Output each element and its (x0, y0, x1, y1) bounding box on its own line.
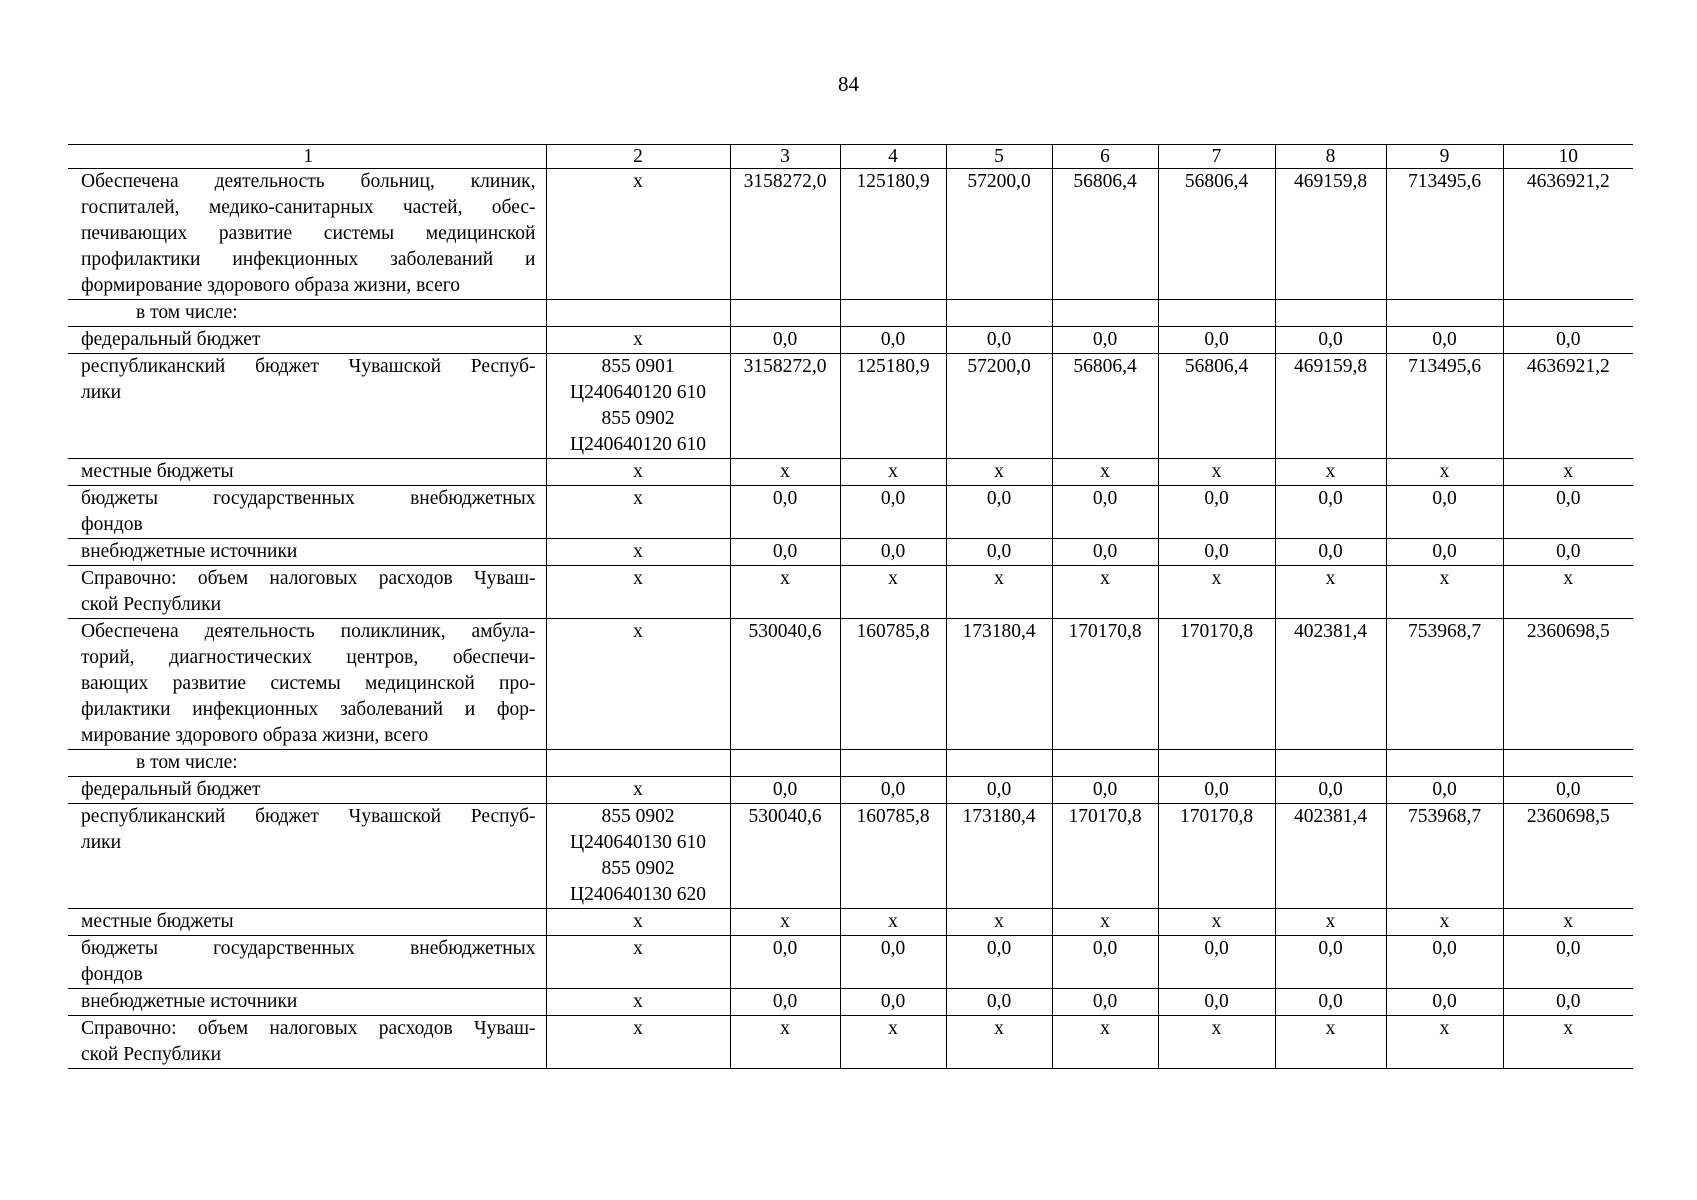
value-cell: 0,0 (840, 327, 946, 354)
row-label-line: федеральный бюджет (81, 329, 261, 350)
row-label-cell (68, 354, 546, 459)
row-label-line: бюджеты государственных внебюджетных (81, 488, 536, 509)
table-body (68, 145, 1633, 1069)
row-label-line: Обеспечена деятельность поликлиник, амбула- (81, 621, 536, 642)
row-label-line: внебюджетные источники (81, 991, 298, 1012)
value-cell: х (840, 909, 946, 936)
row-label-cell (68, 936, 546, 989)
column-number-cell: 1 (68, 145, 546, 169)
row-label-line: Справочно: объем налоговых расходов Чуваш- (81, 1018, 536, 1039)
value-cell: 0,0 (1158, 539, 1275, 566)
row-label-line: Обеспечена деятельность больниц, клиник, (81, 171, 536, 192)
value-cell: 0,0 (1158, 486, 1275, 539)
value-cell: 57200,0 (946, 354, 1052, 459)
budget-code-line: х (633, 488, 643, 509)
row-label-line: местные бюджеты (81, 911, 234, 932)
table-row (68, 750, 1633, 777)
value-cell: 160785,8 (840, 619, 946, 750)
row-label-cell (68, 539, 546, 566)
value-cell: х (840, 1016, 946, 1069)
value-cell: 0,0 (1158, 989, 1275, 1016)
value-cell: х (1386, 1016, 1503, 1069)
row-label-line: фондов (81, 514, 143, 535)
budget-code-line: х (633, 461, 643, 482)
table-row (68, 327, 1633, 354)
value-cell: 0,0 (1503, 777, 1633, 804)
row-label-line: республиканский бюджет Чувашской Респуб- (81, 806, 536, 827)
value-cell: 0,0 (1386, 777, 1503, 804)
table-row (68, 566, 1633, 619)
value-cell: 0,0 (1052, 539, 1158, 566)
value-cell (1158, 750, 1275, 777)
value-cell: 0,0 (1503, 539, 1633, 566)
row-label-cell (68, 619, 546, 750)
row-label-line: Справочно: объем налоговых расходов Чуваш- (81, 568, 536, 589)
value-cell: 530040,6 (730, 619, 840, 750)
value-cell: х (1158, 566, 1275, 619)
value-cell (1275, 300, 1386, 327)
budget-code-line: х (633, 171, 643, 192)
row-label-cell (68, 327, 546, 354)
value-cell: х (1052, 1016, 1158, 1069)
column-number-cell: 7 (1158, 145, 1275, 169)
budget-code-line: 855 0902 (601, 858, 675, 879)
value-cell: 0,0 (1503, 327, 1633, 354)
column-number-cell: 4 (840, 145, 946, 169)
value-cell: х (1158, 1016, 1275, 1069)
row-label-line: профилактики инфекционных заболеваний и (81, 249, 536, 270)
value-cell: 0,0 (1158, 777, 1275, 804)
row-label-cell (68, 909, 546, 936)
value-cell: х (1503, 459, 1633, 486)
value-cell: 753968,7 (1386, 619, 1503, 750)
value-cell: 0,0 (730, 327, 840, 354)
budget-code-cell (546, 804, 730, 909)
budget-code-cell (546, 777, 730, 804)
budget-code-line: Ц240640130 610 (570, 832, 706, 853)
value-cell: 56806,4 (1052, 354, 1158, 459)
value-cell: 0,0 (840, 486, 946, 539)
value-cell: 2360698,5 (1503, 804, 1633, 909)
value-cell: 0,0 (1386, 989, 1503, 1016)
row-label-cell (68, 300, 546, 327)
column-number-cell: 8 (1275, 145, 1386, 169)
budget-code-cell (546, 619, 730, 750)
value-cell: 56806,4 (1052, 169, 1158, 300)
value-cell: 0,0 (1052, 989, 1158, 1016)
value-cell: х (1052, 909, 1158, 936)
budget-code-line: х (633, 779, 643, 800)
row-label-cell (68, 169, 546, 300)
value-cell (1052, 300, 1158, 327)
value-cell: х (1386, 909, 1503, 936)
value-cell: 0,0 (946, 539, 1052, 566)
value-cell: 0,0 (840, 936, 946, 989)
value-cell: 0,0 (840, 539, 946, 566)
budget-code-cell (546, 936, 730, 989)
budget-code-line: 855 0902 (601, 408, 675, 429)
value-cell: 0,0 (1503, 936, 1633, 989)
budget-code-line: 855 0902 (601, 806, 675, 827)
budget-code-line: х (633, 911, 643, 932)
row-label-line: федеральный бюджет (81, 779, 261, 800)
value-cell: х (1386, 459, 1503, 486)
column-number-row (68, 145, 1633, 169)
value-cell: 530040,6 (730, 804, 840, 909)
value-cell: 160785,8 (840, 804, 946, 909)
value-cell: 0,0 (1503, 989, 1633, 1016)
column-number-cell: 9 (1386, 145, 1503, 169)
budget-code-cell (546, 989, 730, 1016)
value-cell: х (1275, 909, 1386, 936)
value-cell: 4636921,2 (1503, 169, 1633, 300)
value-cell: х (1275, 459, 1386, 486)
value-cell: 713495,6 (1386, 169, 1503, 300)
row-label-line: торий, диагностических центров, обеспечи- (81, 647, 536, 668)
value-cell: 2360698,5 (1503, 619, 1633, 750)
value-cell: 0,0 (730, 936, 840, 989)
value-cell: 170170,8 (1158, 804, 1275, 909)
row-label-cell (68, 777, 546, 804)
value-cell: х (946, 459, 1052, 486)
row-label-cell (68, 1016, 546, 1069)
budget-code-cell (546, 750, 730, 777)
value-cell: 3158272,0 (730, 169, 840, 300)
row-label-line: лики (81, 382, 122, 403)
value-cell: 0,0 (946, 327, 1052, 354)
budget-code-line: х (633, 1018, 643, 1039)
budget-code-line: х (633, 329, 643, 350)
budget-code-cell (546, 169, 730, 300)
value-cell: х (840, 459, 946, 486)
row-label-line: в том числе: (136, 752, 238, 773)
page-number: 84 (838, 72, 859, 96)
budget-code-line: х (633, 568, 643, 589)
value-cell: 125180,9 (840, 169, 946, 300)
value-cell: х (730, 459, 840, 486)
budget-code-cell (546, 354, 730, 459)
value-cell: 0,0 (1052, 327, 1158, 354)
row-label-line: госпиталей, медико-санитарных частей, обес- (81, 197, 536, 218)
value-cell: 3158272,0 (730, 354, 840, 459)
row-label-line: республиканский бюджет Чувашской Респуб- (81, 356, 536, 377)
budget-code-line: х (633, 991, 643, 1012)
budget-code-line: 855 0901 (601, 356, 675, 377)
row-label-line: формирование здорового образа жизни, всего (81, 275, 461, 296)
value-cell: х (1503, 909, 1633, 936)
value-cell: х (840, 566, 946, 619)
value-cell: х (1275, 566, 1386, 619)
value-cell: 56806,4 (1158, 354, 1275, 459)
row-label-line: фондов (81, 964, 143, 985)
value-cell (1386, 750, 1503, 777)
value-cell: х (1158, 909, 1275, 936)
value-cell: 0,0 (1158, 936, 1275, 989)
table-row (68, 619, 1633, 750)
value-cell: 0,0 (1158, 327, 1275, 354)
value-cell (1503, 750, 1633, 777)
row-label-cell (68, 989, 546, 1016)
value-cell: 0,0 (1503, 486, 1633, 539)
value-cell (840, 300, 946, 327)
value-cell (1052, 750, 1158, 777)
table-row (68, 539, 1633, 566)
value-cell: 56806,4 (1158, 169, 1275, 300)
value-cell (730, 300, 840, 327)
value-cell: 753968,7 (1386, 804, 1503, 909)
budget-code-cell (546, 327, 730, 354)
value-cell: х (1503, 566, 1633, 619)
value-cell: х (1158, 459, 1275, 486)
value-cell (946, 300, 1052, 327)
value-cell: 0,0 (840, 989, 946, 1016)
value-cell: 402381,4 (1275, 619, 1386, 750)
value-cell: 125180,9 (840, 354, 946, 459)
value-cell (1386, 300, 1503, 327)
budget-code-cell (546, 459, 730, 486)
table-row (68, 300, 1633, 327)
value-cell: 173180,4 (946, 804, 1052, 909)
value-cell: 0,0 (1275, 936, 1386, 989)
value-cell: 0,0 (1275, 327, 1386, 354)
budget-code-cell (546, 486, 730, 539)
row-label-cell (68, 750, 546, 777)
column-number-cell: 2 (546, 145, 730, 169)
table-row (68, 989, 1633, 1016)
value-cell (1503, 300, 1633, 327)
value-cell: х (1052, 566, 1158, 619)
row-label-line: внебюджетные источники (81, 541, 298, 562)
row-label-cell (68, 459, 546, 486)
budget-code-cell (546, 539, 730, 566)
value-cell: 0,0 (1386, 539, 1503, 566)
value-cell: х (730, 566, 840, 619)
value-cell: х (946, 566, 1052, 619)
value-cell: 402381,4 (1275, 804, 1386, 909)
value-cell: 0,0 (1386, 936, 1503, 989)
value-cell: 469159,8 (1275, 169, 1386, 300)
row-label-line: в том числе: (136, 302, 238, 323)
value-cell: х (946, 1016, 1052, 1069)
budget-code-line: х (633, 541, 643, 562)
table-row (68, 1016, 1633, 1069)
budget-code-cell (546, 566, 730, 619)
value-cell: 0,0 (946, 936, 1052, 989)
column-number-cell: 6 (1052, 145, 1158, 169)
value-cell: х (730, 1016, 840, 1069)
value-cell: 0,0 (730, 777, 840, 804)
value-cell: х (1503, 1016, 1633, 1069)
value-cell: х (1386, 566, 1503, 619)
budget-code-line: Ц240640130 620 (570, 884, 706, 905)
column-number-cell: 3 (730, 145, 840, 169)
value-cell: 173180,4 (946, 619, 1052, 750)
budget-table (68, 144, 1633, 1069)
value-cell: 469159,8 (1275, 354, 1386, 459)
value-cell: 713495,6 (1386, 354, 1503, 459)
value-cell: 170170,8 (1158, 619, 1275, 750)
budget-code-cell (546, 909, 730, 936)
table-row (68, 936, 1633, 989)
value-cell: 57200,0 (946, 169, 1052, 300)
table-row (68, 459, 1633, 486)
value-cell: 0,0 (1386, 486, 1503, 539)
row-label-cell (68, 804, 546, 909)
column-number-cell: 10 (1503, 145, 1633, 169)
value-cell: 0,0 (840, 777, 946, 804)
value-cell: х (730, 909, 840, 936)
row-label-cell (68, 566, 546, 619)
table-row (68, 804, 1633, 909)
row-label-line: местные бюджеты (81, 461, 234, 482)
row-label-line: мирование здорового образа жизни, всего (81, 725, 429, 746)
value-cell: 170170,8 (1052, 804, 1158, 909)
table-row (68, 169, 1633, 300)
value-cell: 0,0 (730, 539, 840, 566)
budget-code-line: х (633, 938, 643, 959)
value-cell: 0,0 (1275, 777, 1386, 804)
value-cell: 170170,8 (1052, 619, 1158, 750)
row-label-line: филактики инфекционных заболеваний и фор- (81, 699, 536, 720)
table-row (68, 777, 1633, 804)
value-cell (1158, 300, 1275, 327)
budget-code-cell (546, 300, 730, 327)
value-cell: х (1052, 459, 1158, 486)
row-label-line: вающих развитие системы медицинской про- (81, 673, 536, 694)
value-cell (730, 750, 840, 777)
value-cell (1275, 750, 1386, 777)
value-cell: 0,0 (1052, 777, 1158, 804)
column-number-cell: 5 (946, 145, 1052, 169)
budget-code-line: Ц240640120 610 (570, 434, 706, 455)
value-cell: 0,0 (1052, 486, 1158, 539)
value-cell: х (946, 909, 1052, 936)
table-row (68, 354, 1633, 459)
row-label-cell (68, 486, 546, 539)
value-cell (840, 750, 946, 777)
value-cell: 0,0 (946, 777, 1052, 804)
value-cell: 0,0 (1275, 539, 1386, 566)
value-cell: 0,0 (730, 989, 840, 1016)
row-label-line: ской Республики (81, 594, 222, 615)
table-row (68, 486, 1633, 539)
row-label-line: лики (81, 832, 122, 853)
value-cell: 0,0 (946, 989, 1052, 1016)
budget-code-line: Ц240640120 610 (570, 382, 706, 403)
value-cell: х (1275, 1016, 1386, 1069)
row-label-line: ской Республики (81, 1044, 222, 1065)
value-cell (946, 750, 1052, 777)
value-cell: 0,0 (1275, 486, 1386, 539)
value-cell: 0,0 (1052, 936, 1158, 989)
row-label-line: печивающих развитие системы медицинской (81, 223, 536, 244)
row-label-line: бюджеты государственных внебюджетных (81, 938, 536, 959)
value-cell: 0,0 (946, 486, 1052, 539)
value-cell: 0,0 (1386, 327, 1503, 354)
table-row (68, 909, 1633, 936)
value-cell: 0,0 (1275, 989, 1386, 1016)
budget-code-line: х (633, 621, 643, 642)
value-cell: 4636921,2 (1503, 354, 1633, 459)
value-cell: 0,0 (730, 486, 840, 539)
budget-code-cell (546, 1016, 730, 1069)
